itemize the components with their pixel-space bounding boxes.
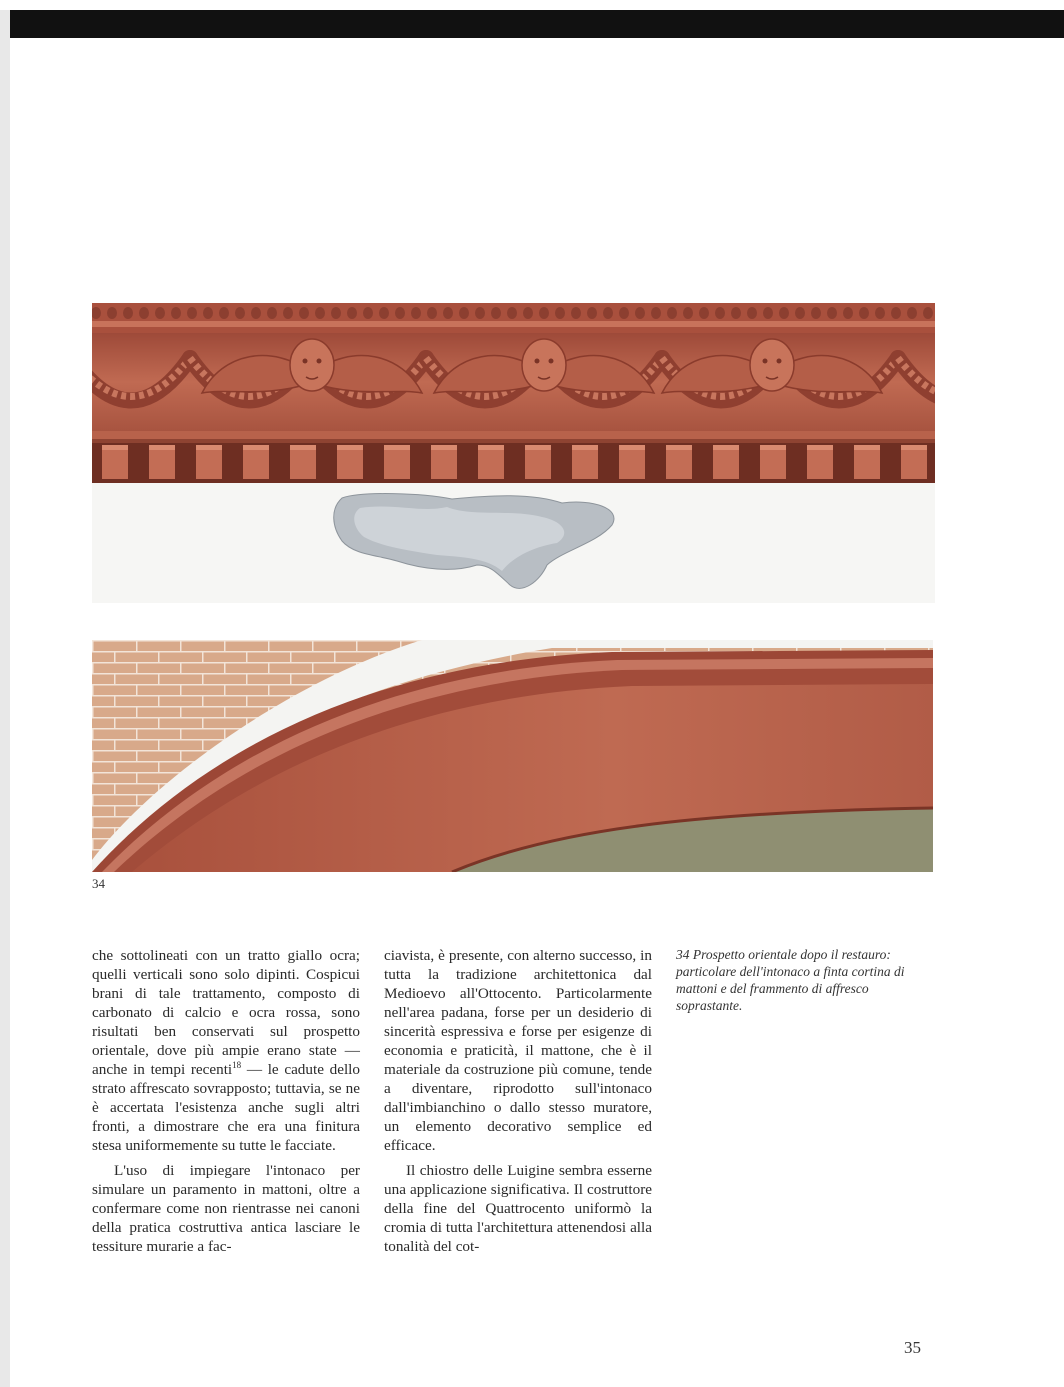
scan-border-top xyxy=(10,10,1064,38)
figure-number: 34 xyxy=(92,876,105,891)
frieze-photo xyxy=(92,303,935,603)
scan-border-left xyxy=(0,10,10,1387)
body-column-1 xyxy=(92,946,360,1256)
paragraph: Il chiostro delle Luigine sembra esserne una applicazione significativa. Il costruttore della fine del Quattrocento uniformò la cromia di tutta l'architettura attenendosi alla tonalità del cot- xyxy=(384,1162,652,1255)
body-column-2 xyxy=(384,946,652,1256)
text-run: che sottolineati con un tratto giallo ocra; quelli verticali sono solo dipinti. Cospicui brani di tale trattamento, composto di carbonato di calcio e ocra rossa, sono risultati ben conservati sul prospetto orientale, dove più ampie erano state — anche in tempi recenti xyxy=(92,947,360,1078)
page-number: 35 xyxy=(904,1338,921,1357)
paragraph xyxy=(92,946,360,1155)
paragraph: L'uso di impiegare l'intonaco per simulare un paramento in mattoni, oltre a confermare come non rientrasse nei canoni della pratica costruttiva antica lasciare le tessiture murarie a fac- xyxy=(92,1162,360,1255)
footnote-ref: 18 xyxy=(232,1059,242,1070)
text-run: — le cadute dello strato affrescato sovrapposto; tuttavia, se ne è accertata l'esistenza anche sugli altri fronti, a dimostrare che era una finitura stesa uniformemente su tutte le facciate. xyxy=(92,1061,360,1154)
figure-caption: 34 Prospetto orientale dopo il restauro: particolare dell'intonaco a finta cortina di mattoni e del frammento di affresco soprastante. xyxy=(676,947,905,1013)
arch-illustration xyxy=(92,640,933,872)
paragraph: ciavista, è presente, con alterno successo, in tutta la tradizione architettonica dal Medioevo all'Ottocento. Particolarmente nell'area padana, forse per un desiderio di sincerità espressiva e forse per esigenze di economia e praticità, il mattone, che è il materiale da costruzione più comune, tende a diventare, riprodotto sull'intonaco dall'imbianchino o dallo stesso muratore, un elemento decorativo semplice ed efficace. xyxy=(384,947,652,1154)
arch-photo xyxy=(92,640,933,872)
frieze-illustration xyxy=(92,303,935,603)
